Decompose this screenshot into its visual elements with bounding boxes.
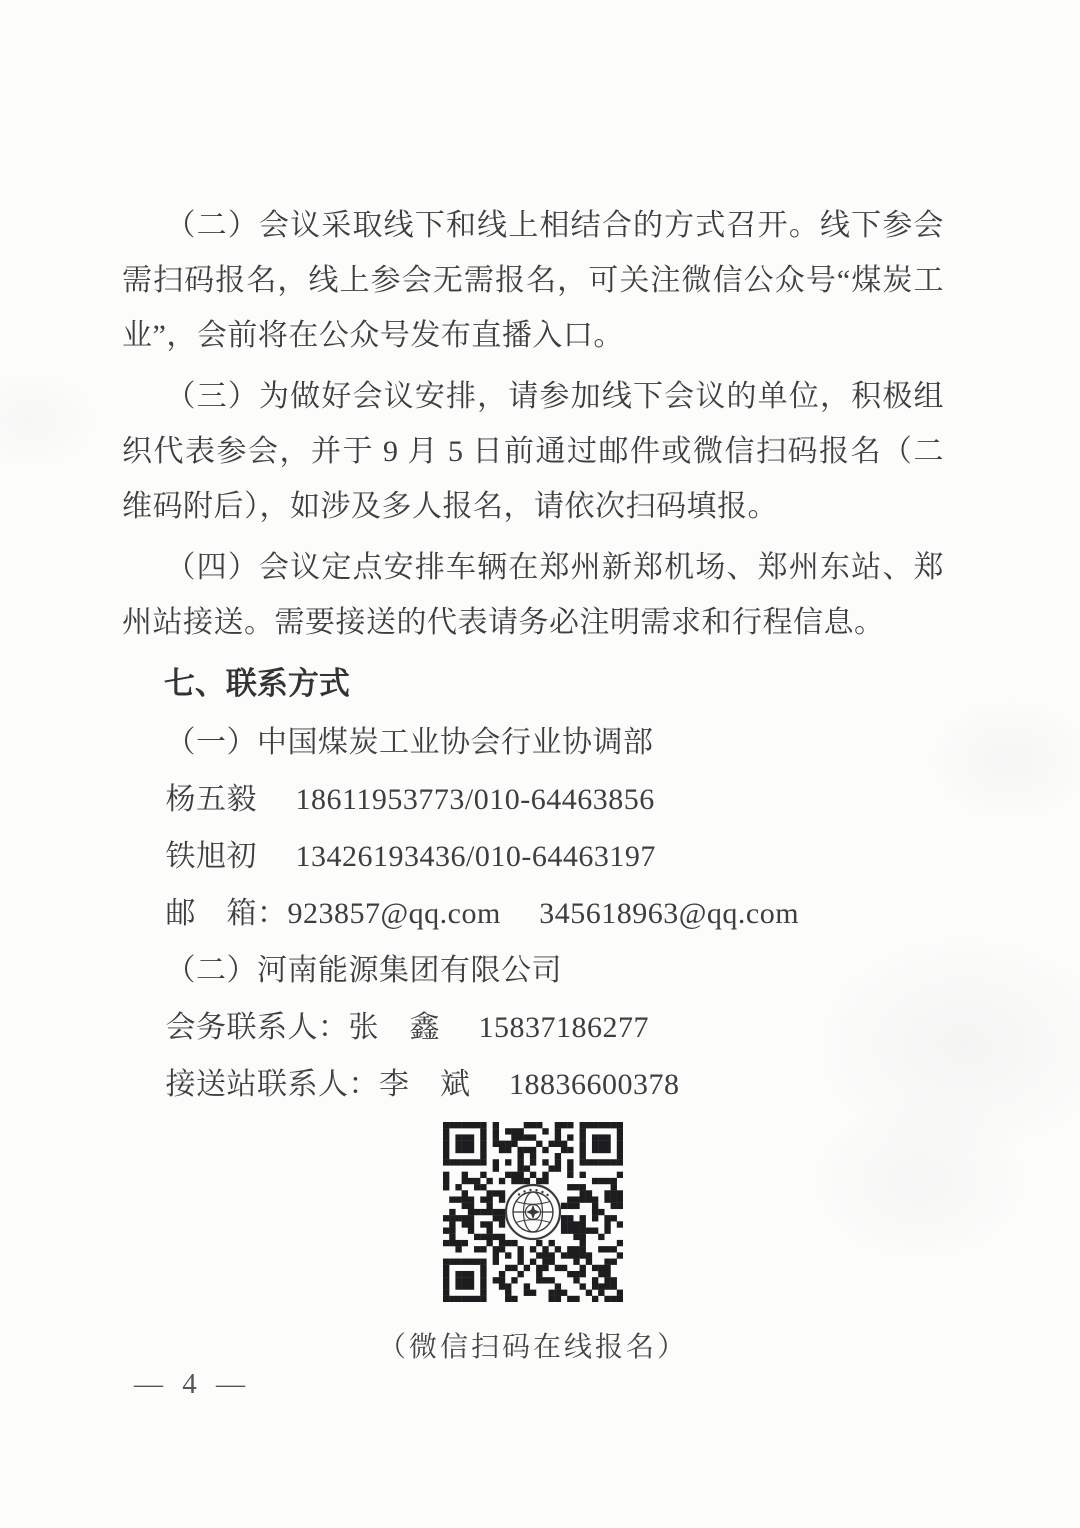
qr-section (122, 1122, 944, 1365)
coal-association-globe-emblem-icon (504, 1183, 562, 1241)
paragraph-shuttle-service: （四）会议定点安排车辆在郑州新郑机场、郑州东站、郑州站接送。需要接送的代表请务必注明需求和行程信息。 (122, 551, 944, 639)
paragraph-meeting-format: （二）会议采取线下和线上相结合的方式召开。线下参会需扫码报名，线上参会无需报名，可关注微信公众号“煤炭工业”，会前将在公众号发布直播入口。 (122, 209, 944, 352)
contact-email-addresses: 邮 箱：923857@qq.com 345618963@qq.com (165, 897, 800, 930)
paragraph-registration-deadline: （三）为做好会议安排，请参加线下会议的单位，积极组织代表参会，并于 9 月 5 日前通过邮件或微信扫码报名（二维码附后），如涉及多人报名，请依次扫码填报。 (122, 380, 944, 523)
contact-person-libin-phone: 接送站联系人：李 斌 18836600378 (165, 1068, 680, 1101)
qr-caption: （微信扫码在线报名） (377, 1332, 688, 1363)
contact-org-henan-energy: （二）河南能源集团有限公司 (165, 954, 562, 987)
contact-person-yangwuyi-phone: 杨五毅 18611953773/010-64463856 (165, 783, 655, 816)
document-body (122, 198, 944, 1365)
wechat-registration-qr-code (443, 1122, 623, 1302)
contact-person-zhangxin-phone: 会务联系人：张 鑫 15837186277 (165, 1011, 649, 1044)
section-heading-contact-info: 七、联系方式 (163, 666, 350, 701)
page-number: — 4 — (134, 1368, 251, 1400)
contact-org-coal-association: （一）中国煤炭工业协会行业协调部 (165, 726, 654, 759)
contact-person-tiexuchu-phone: 铁旭初 13426193436/010-64463197 (165, 840, 656, 873)
